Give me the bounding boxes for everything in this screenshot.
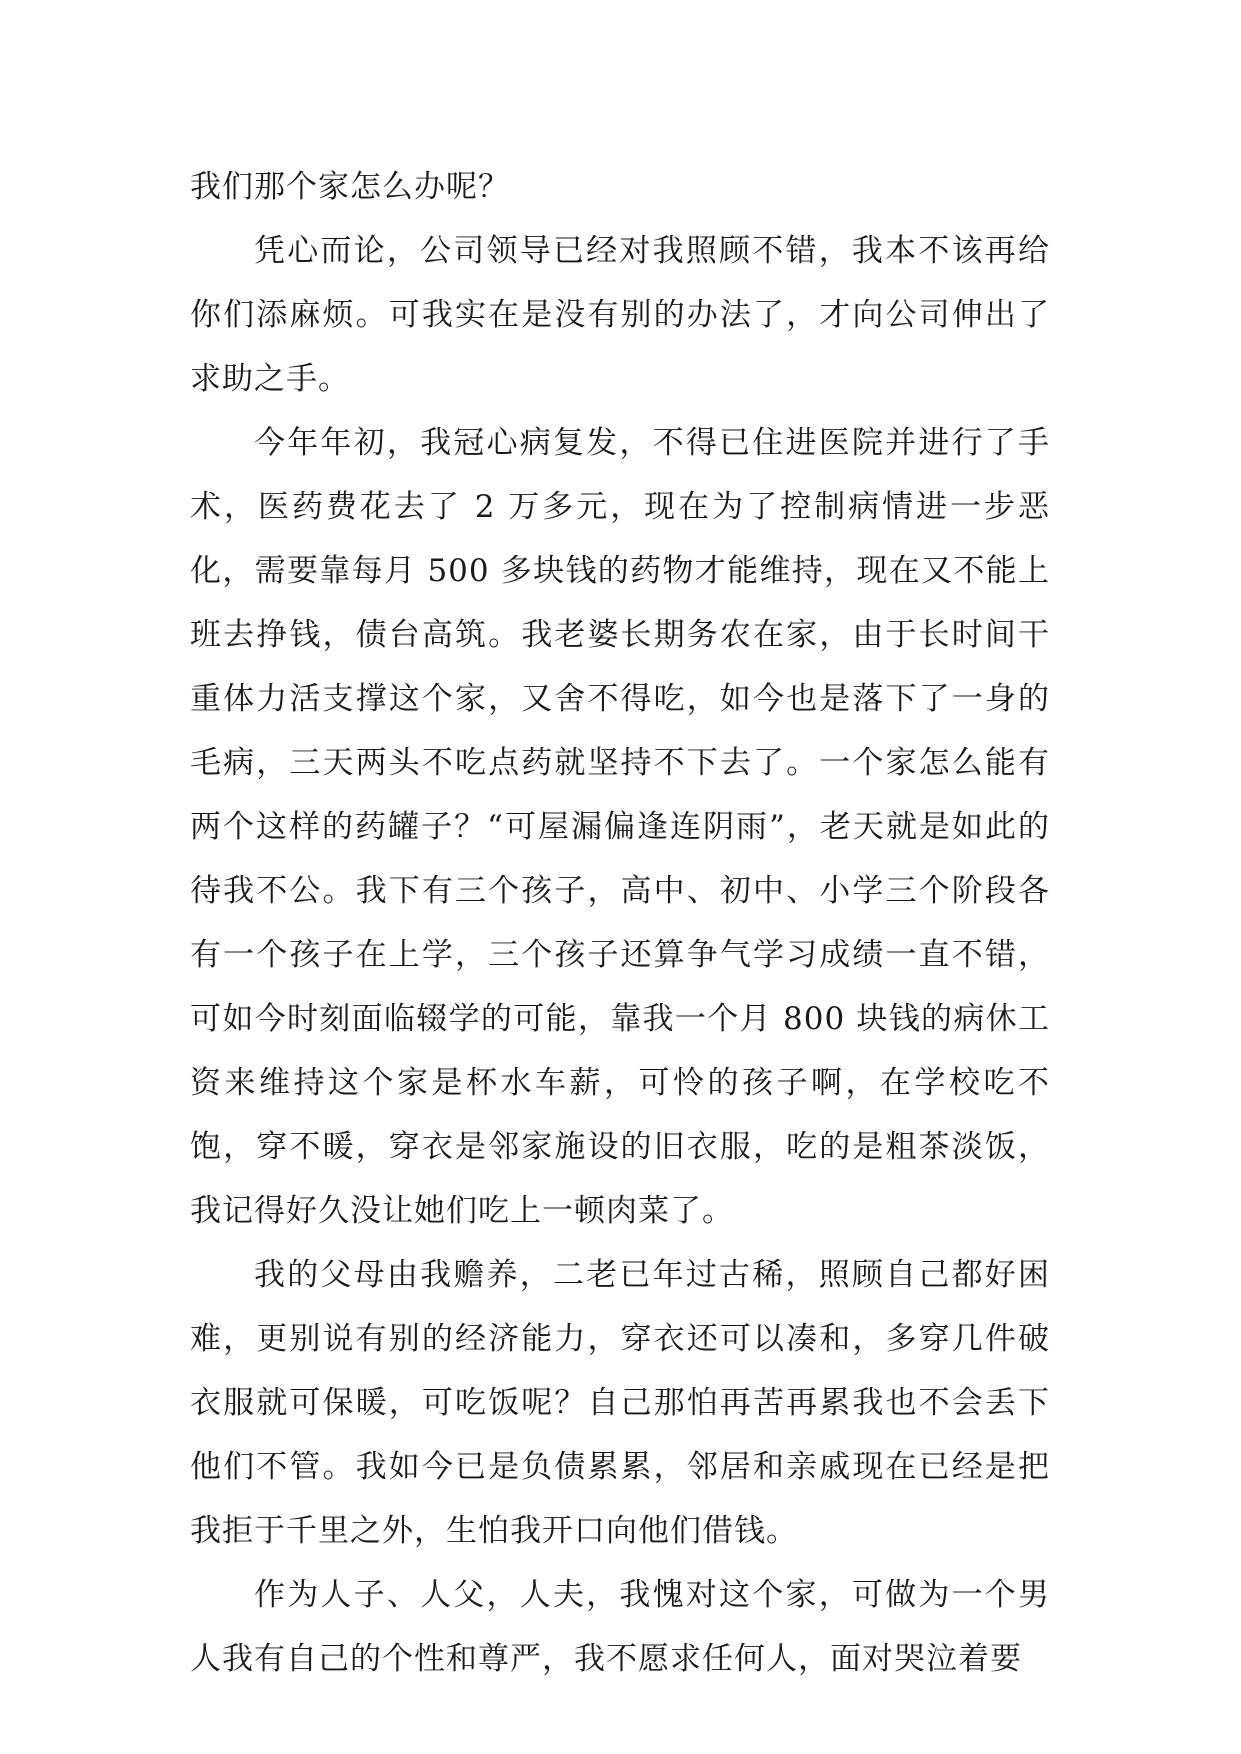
paragraph-parents: 我的父母由我赡养，二老已年过古稀，照顾自己都好困难，更别说有别的经济能力，穿衣还可以凑和，多穿几件破衣服就可保暖，可吃饭呢？自己那怕再苦再累我也不会丢下他们不管。我如今已是负债累累，邻居和亲戚现在已经是把我拒于千里之外，生怕我开口向他们借钱。: [190, 1257, 1050, 1549]
paragraph-continuation: 我们那个家怎么办呢？: [190, 169, 510, 205]
paragraph-gratitude: 凭心而论，公司领导已经对我照顾不错，我本不该再给你们添麻烦。可我实在是没有别的办法了，才向公司伸出了求助之手。: [190, 233, 1050, 397]
paragraph-illness-and-family: 今年年初，我冠心病复发，不得已住进医院并进行了手术，医药费花去了 2 万多元，现在为了控制病情进一步恶化，需要靠每月 500 多块钱的药物才能维持，现在又不能上班去挣钱，债台高筑。我老婆长期务农在家，由于长时间干重体力活支撑这个家，又舍不得吃，如今也是落下了一身的毛病，三天两头不吃点药就坚持不下去了。一个家怎么能有两个这样的药罐子？“可屋漏偏逢连阴雨”，老天就是如此的待我不公。我下有三个孩子，高中、初中、小学三个阶段各有一个孩子在上学，三个孩子还算争气学习成绩一直不错，可如今时刻面临辍学的可能，靠我一个月 800 块钱的病休工资来维持这个家是杯水车薪，可怜的孩子啊，在学校吃不饱，穿不暖，穿衣是邻家施设的旧衣服，吃的是粗茶淡饭，我记得好久没让她们吃上一顿肉菜了。: [190, 425, 1050, 1229]
document-body: [190, 155, 1050, 1691]
paragraph-dignity: 作为人子、人父，人夫，我愧对这个家，可做为一个男人我有自己的个性和尊严，我不愿求任何人，面对哭泣着要: [190, 1577, 1050, 1677]
